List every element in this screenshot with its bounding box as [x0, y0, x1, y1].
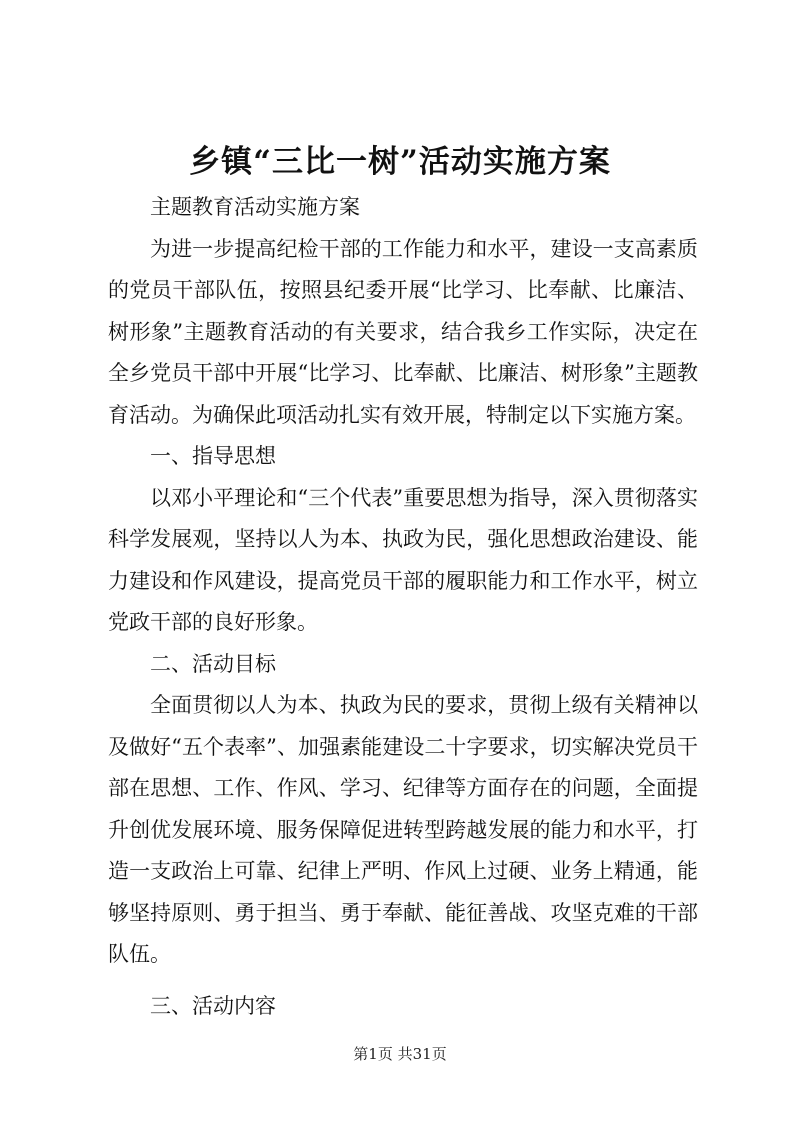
guiding-ideology-paragraph: 以邓小平理论和“三个代表”重要思想为指导，深入贯彻落实科学发展观，坚持以人为本、执政为民，强化思想政治建设、能力建设和作风建设，提高党员干部的履职能力和工作水平，树立党政干部的良好形象。 — [108, 485, 698, 634]
page-indicator: 第1页 共31页 — [353, 1045, 447, 1063]
subtitle-paragraph: 主题教育活动实施方案 — [150, 195, 360, 219]
section-heading-activity-goals: 二、活动目标 — [150, 651, 276, 676]
document-body — [108, 187, 698, 1027]
section-heading-guiding-ideology: 一、指导思想 — [150, 444, 276, 468]
section-heading-activity-content: 三、活动内容 — [150, 993, 276, 1018]
activity-goals-paragraph: 全面贯彻以人为本、执政为民的要求，贯彻上级有关精神以及做好“五个表率”、加强素能建设二十字要求，切实解决党员干部在思想、工作、作风、学习、纪律等方面存在的问题，全面提升创优发展环境、服务保障促进转型跨越发展的能力和水平，打造一支政治上可靠、纪律上严明、作风上过硬、业务上精通，能够坚持原则、勇于担当、勇于奉献、能征善战、攻坚克难的干部队伍。 — [108, 693, 698, 966]
document-title: 乡镇“三比一树”活动实施方案 — [189, 144, 611, 180]
intro-paragraph: 为进一步提高纪检干部的工作能力和水平，建设一支高素质的党员干部队伍，按照县纪委开展“比学习、比奉献、比廉洁、树形象”主题教育活动的有关要求，结合我乡工作实际，决定在全乡党员干部中开展“比学习、比奉献、比廉洁、树形象”主题教育活动。为确保此项活动扎实有效开展，特制定以下实施方案。 — [108, 236, 698, 427]
